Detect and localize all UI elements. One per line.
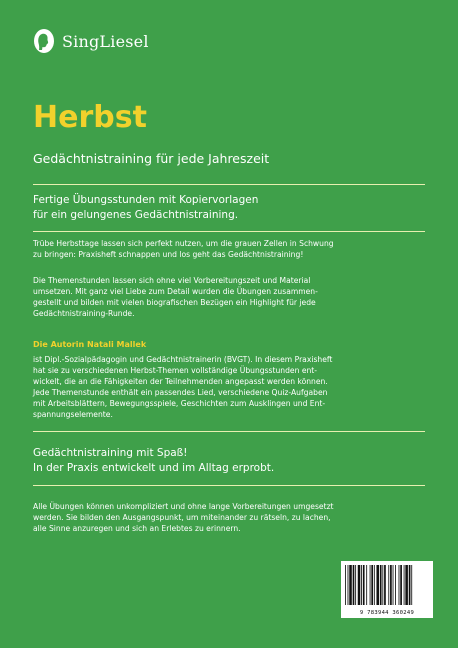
- barcode-bar: [374, 565, 375, 605]
- paragraph-intro: [33, 239, 425, 261]
- text-line: spannungselemente.: [33, 409, 113, 419]
- slogan: [33, 446, 425, 476]
- text-line: Jede Themenstunde enthält ein passendes Lied, verschiedene Quiz-Aufgaben: [33, 387, 328, 397]
- brand-name: SingLiesel: [62, 31, 149, 51]
- divider: [33, 184, 425, 185]
- text-line: Trübe Herbsttage lassen sich perfekt nutzen, um die grauen Zellen in Schwung: [33, 239, 334, 248]
- paragraph-themes: [33, 276, 425, 320]
- barcode-bar: [363, 565, 365, 605]
- barcode-bar: [366, 565, 367, 605]
- barcode-bar: [355, 565, 356, 605]
- barcode-bar: [361, 565, 362, 605]
- divider: [33, 231, 425, 232]
- slogan-line: In der Praxis entwickelt und im Alltag erprobt.: [33, 462, 275, 474]
- intro-line: für ein gelungenes Gedächtnistraining.: [33, 209, 239, 221]
- barcode-bar: [404, 565, 405, 605]
- barcode-bar: [390, 565, 392, 605]
- text-line: wickelt, die an die Fähigkeiten der Teilnehmenden angepasst werden können.: [33, 376, 328, 386]
- page-title: Herbst: [33, 100, 147, 135]
- text-line: mit Arbeitsblättern, Bewegungsspiele, Geschichten zum Ausklingen und Ent-: [33, 398, 326, 408]
- barcode-bar: [395, 565, 396, 605]
- text-line: umsetzen. Mit ganz viel Liebe zum Detail wurden die Übungen zusammen-: [33, 286, 318, 296]
- barcode-bar: [345, 565, 346, 605]
- text-line: zu bringen: Praxisheft schnappen und los geht das Gedächtnistraining!: [33, 249, 304, 259]
- author-heading: Die Autorin Natali Mallek: [33, 340, 147, 349]
- barcode-bar: [399, 565, 400, 605]
- intro-line: Fertige Übungsstunden mit Kopiervorlagen: [33, 194, 259, 206]
- barcode-bar: [409, 565, 411, 605]
- text-line: gestellt und bilden mit vielen biografischen Bezügen ein Highlight für jede: [33, 297, 316, 307]
- intro-text: [33, 193, 425, 223]
- barcode-bar: [388, 565, 389, 605]
- barcode-bar: [348, 565, 349, 605]
- barcode-bar: [370, 565, 371, 605]
- page-subtitle: Gedächtnistraining für jede Jahreszeit: [33, 151, 270, 166]
- text-line: alle Sinne anzuregen und sich an Erlebtes zu erinnern.: [33, 523, 241, 533]
- barcode-bar: [380, 565, 382, 605]
- text-line: Gedächtnistraining-Runde.: [33, 308, 135, 318]
- barcode-bar: [358, 565, 361, 605]
- lady-silhouette-icon: [33, 28, 55, 54]
- slogan-line: Gedächtnistraining mit Spaß!: [33, 447, 188, 459]
- barcode-bar: [411, 565, 412, 605]
- barcode-digits: 9 783944 360249: [359, 610, 415, 616]
- barcode: [341, 561, 433, 618]
- barcode-bars: [345, 565, 429, 605]
- barcode-bar: [353, 565, 355, 605]
- barcode-bar: [382, 565, 383, 605]
- divider: [33, 431, 425, 432]
- text-line: Die Themenstunden lassen sich ohne viel Vorbereitungszeit und Material: [33, 276, 311, 285]
- barcode-bar: [400, 565, 402, 605]
- barcode-bar: [371, 565, 373, 605]
- closing-text: [33, 502, 425, 535]
- text-line: werden. Sie bilden den Ausgangspunkt, um miteinander zu rätseln, zu lachen,: [33, 512, 331, 522]
- text-line: hat sie zu verschiedenen Herbst-Themen vollständige Übungsstunden ent-: [33, 365, 318, 375]
- brand-logo: [33, 28, 149, 54]
- text-line: ist Dipl.-Sozialpädagogin und Gedächtnistrainerin (BVGT). In diesem Praxisheft: [33, 355, 333, 364]
- divider: [33, 485, 425, 486]
- barcode-bar: [384, 565, 386, 605]
- barcode-bar: [349, 565, 352, 605]
- text-line: Alle Übungen können unkompliziert und ohne lange Vorbereitungen umgesetzt: [33, 502, 334, 511]
- barcode-bar: [376, 565, 379, 605]
- barcode-bar: [405, 565, 408, 605]
- barcode-bar: [393, 565, 394, 605]
- author-bio: [33, 355, 425, 420]
